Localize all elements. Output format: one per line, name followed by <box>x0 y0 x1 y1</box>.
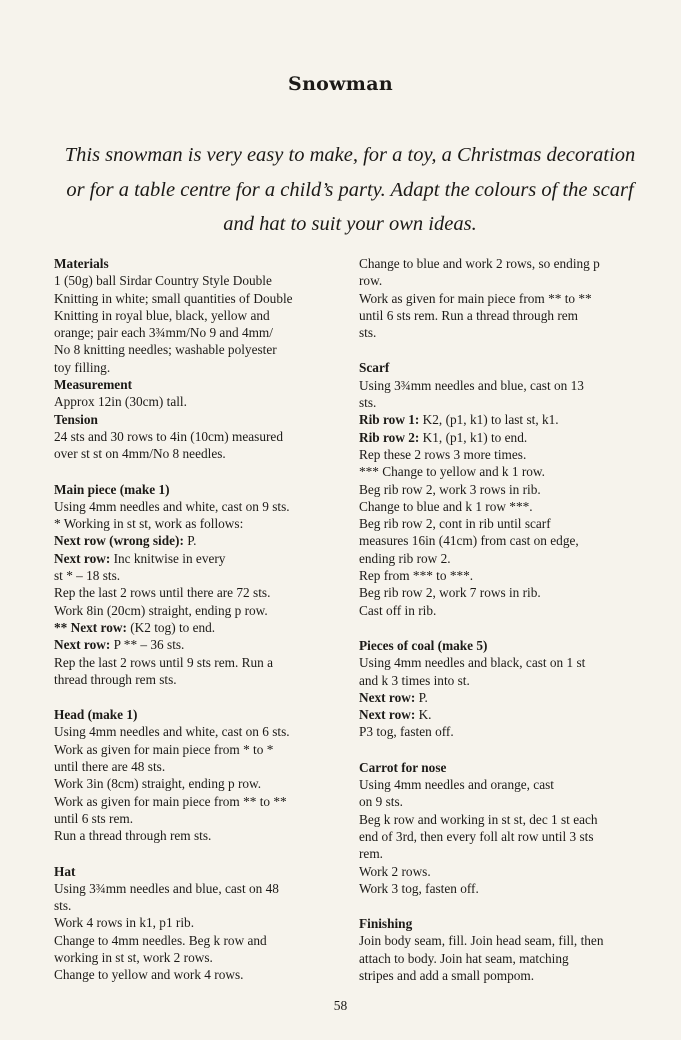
text-line: Rep the last 2 rows until 9 sts rem. Run a <box>54 654 274 670</box>
text-line: orange; pair each 3¾mm/No 9 and 4mm/ <box>54 325 273 341</box>
text-line: row. <box>359 273 383 289</box>
text-line: 1 (50g) ball Sirdar Country Style Double <box>54 273 272 289</box>
text-line: Beg k row and working in st st, dec 1 st each <box>359 811 598 827</box>
finishing-section <box>359 915 659 984</box>
text-line: over st st on 4mm/No 8 needles. <box>54 446 226 462</box>
right-column <box>359 255 659 984</box>
text-line: measures 16in (41cm) from cast on edge, <box>359 533 579 549</box>
section-heading: Tension <box>54 411 98 427</box>
text-line: end of 3rd, then every foll alt row until 3 sts <box>359 828 594 844</box>
text-line <box>54 532 354 549</box>
text-line: Join body seam, fill. Join head seam, fill, then <box>359 933 604 949</box>
section-heading: Hat <box>54 863 76 879</box>
section-heading: Materials <box>54 256 109 271</box>
section-heading: Main piece (make 1) <box>54 481 170 497</box>
row-instruction: (K2 tog) to end. <box>126 619 216 635</box>
text-line: on 9 sts. <box>359 794 403 810</box>
text-line <box>359 429 659 446</box>
text-line: Cast off in rib. <box>359 602 437 618</box>
text-line: Change to 4mm needles. Beg k row and <box>54 932 267 948</box>
row-instruction: P. <box>183 533 197 549</box>
coal-section <box>359 637 659 741</box>
text-line: Work 4 rows in k1, p1 rib. <box>54 915 195 931</box>
page-number: 58 <box>333 998 348 1013</box>
text-line: Run a thread through rem sts. <box>54 828 212 844</box>
intro-text <box>50 138 650 242</box>
text-line: Work 8in (20cm) straight, ending p row. <box>54 602 268 618</box>
text-line: ending rib row 2. <box>359 550 451 566</box>
text-line: attach to body. Join hat seam, matching <box>359 950 569 966</box>
row-label: Next row (wrong side): <box>54 533 184 549</box>
text-line: rem. <box>359 846 383 862</box>
row-label: Next row: <box>54 637 111 653</box>
text-line: Change to blue and work 2 rows, so ending p <box>359 256 600 271</box>
text-line: sts. <box>359 325 377 341</box>
text-line <box>54 619 354 636</box>
row-instruction: Inc knitwise in every <box>110 550 226 566</box>
text-line: thread through rem sts. <box>54 671 177 687</box>
intro-line: and hat to suit your own ideas. <box>223 213 477 235</box>
scarf-section <box>359 359 659 618</box>
row-instruction: K. <box>415 707 432 723</box>
text-line: Work as given for main piece from ** to ** <box>359 290 592 306</box>
section-heading: Measurement <box>54 377 133 393</box>
text-line: Using 4mm needles and white, cast on 6 sts. <box>54 724 290 740</box>
text-line: Work 2 rows. <box>359 863 431 879</box>
row-instruction: P. <box>415 689 428 705</box>
text-line: Work as given for main piece from ** to ** <box>54 793 287 809</box>
text-line: Using 3¾mm needles and blue, cast on 48 <box>54 880 279 896</box>
section-heading: Scarf <box>359 360 390 376</box>
text-line: Using 4mm needles and black, cast on 1 st <box>359 655 586 671</box>
text-line: Knitting in white; small quantities of Double <box>54 290 293 306</box>
left-column <box>54 255 354 984</box>
hat-continued-section <box>359 255 659 341</box>
intro-line: or for a table centre for a child’s party. Adapt the colours of the scarf <box>66 178 634 201</box>
row-label: Rib row 2: <box>359 429 420 445</box>
section-heading: Carrot for nose <box>359 759 447 775</box>
text-line: Work 3in (8cm) straight, ending p row. <box>54 776 262 792</box>
text-line: toy filling. <box>54 359 111 375</box>
text-line: sts. <box>54 898 72 914</box>
section-heading: Finishing <box>359 916 413 932</box>
text-line: working in st st, work 2 rows. <box>54 949 213 965</box>
page-title: Snowman <box>288 73 393 95</box>
text-line: Knitting in royal blue, black, yellow and <box>54 307 270 323</box>
text-line: until 6 sts rem. <box>54 810 134 826</box>
text-line: and k 3 times into st. <box>359 672 470 688</box>
text-line: st * – 18 sts. <box>54 568 121 584</box>
text-line <box>54 550 354 567</box>
text-line: until there are 48 sts. <box>54 759 166 775</box>
hat-section <box>54 863 354 984</box>
text-line: Beg rib row 2, cont in rib until scarf <box>359 516 551 532</box>
text-line <box>359 689 659 706</box>
text-line: Work 3 tog, fasten off. <box>359 880 479 896</box>
row-label: ** Next row: <box>54 619 127 635</box>
tension-section <box>54 411 354 463</box>
text-line: Rep from *** to ***. <box>359 568 474 584</box>
text-line: Change to yellow and work 4 rows. <box>54 967 244 983</box>
materials-section <box>54 255 354 376</box>
row-instruction: K1, (p1, k1) to end. <box>419 429 528 445</box>
text-line: Using 4mm needles and orange, cast <box>359 777 554 793</box>
row-label: Next row: <box>359 689 416 705</box>
text-line: Approx 12in (30cm) tall. <box>54 394 187 410</box>
text-line <box>54 636 354 653</box>
row-label: Next row: <box>359 707 416 723</box>
text-line: Rep these 2 rows 3 more times. <box>359 446 527 462</box>
text-line: Rep the last 2 rows until there are 72 sts. <box>54 585 271 601</box>
text-line: Work as given for main piece from * to * <box>54 741 274 757</box>
text-line: sts. <box>359 395 377 411</box>
row-instruction: K2, (p1, k1) to last st, k1. <box>419 412 559 428</box>
text-line: Change to blue and k 1 row ***. <box>359 498 533 514</box>
text-line: Beg rib row 2, work 7 rows in rib. <box>359 585 541 601</box>
text-line: Using 3¾mm needles and blue, cast on 13 <box>359 377 584 393</box>
text-line: P3 tog, fasten off. <box>359 724 454 740</box>
measurement-section <box>54 376 354 411</box>
text-line <box>359 706 659 723</box>
text-line: stripes and add a small pompom. <box>359 967 535 983</box>
head-section <box>54 706 354 844</box>
text-line: No 8 knitting needles; washable polyester <box>54 342 277 358</box>
text-line: 24 sts and 30 rows to 4in (10cm) measured <box>54 428 283 444</box>
carrot-section <box>359 759 659 897</box>
section-heading: Head (make 1) <box>54 707 138 723</box>
text-line <box>359 411 659 428</box>
text-line: until 6 sts rem. Run a thread through rem <box>359 307 578 323</box>
section-heading: Pieces of coal (make 5) <box>359 637 488 653</box>
text-line: Beg rib row 2, work 3 rows in rib. <box>359 481 541 497</box>
row-label: Rib row 1: <box>359 412 420 428</box>
text-line: * Working in st st, work as follows: <box>54 516 244 532</box>
row-instruction: P ** – 36 sts. <box>110 637 185 653</box>
intro-line: This snowman is very easy to make, for a toy, a Christmas decoration <box>64 144 636 166</box>
main-piece-section <box>54 481 354 689</box>
text-line: Using 4mm needles and white, cast on 9 sts. <box>54 498 290 514</box>
row-label: Next row: <box>54 550 111 566</box>
text-line: *** Change to yellow and k 1 row. <box>359 464 546 480</box>
